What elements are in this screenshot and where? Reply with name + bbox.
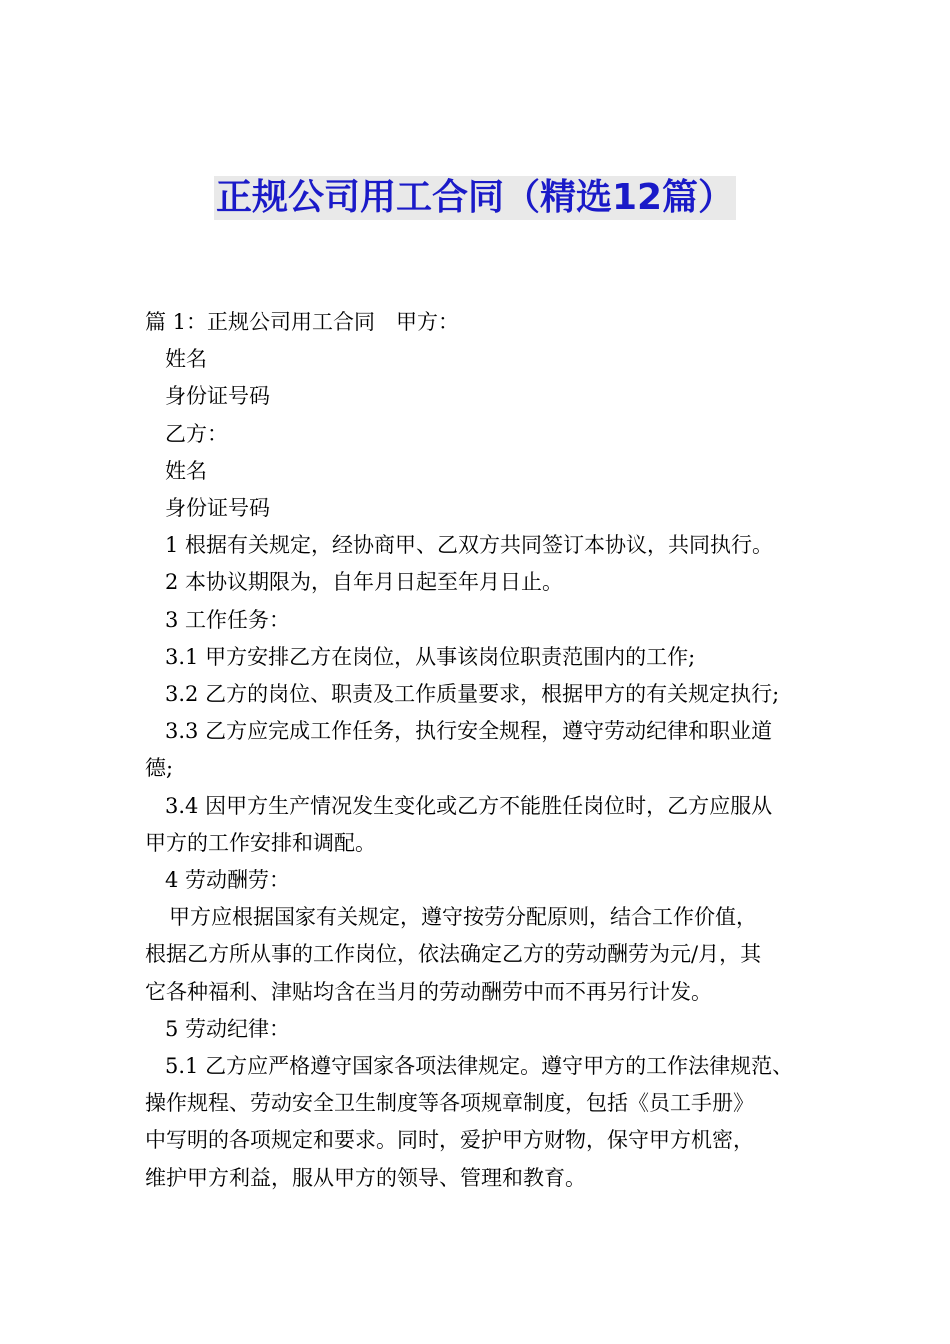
text-line: 姓名 xyxy=(165,458,207,483)
text-line: 2 本协议期限为，自年月日起至年月日止。 xyxy=(165,570,564,595)
text-line: 5 劳动纪律： xyxy=(165,1016,291,1041)
text-line: 甲方应根据国家有关规定，遵守按劳分配原则，结合工作价值， xyxy=(169,905,757,930)
text-line: 3.3 乙方应完成工作任务，执行安全规程，遵守劳动纪律和职业道 xyxy=(165,719,773,744)
text-line: 3.1 甲方安排乙方在岗位，从事该岗位职责范围内的工作; xyxy=(165,644,696,669)
text-line: 身份证号码 xyxy=(165,496,270,521)
text-line: 它各种福利、津贴均含在当月的劳动酬劳中而不再另行计发。 xyxy=(145,979,712,1004)
title-wrapper xyxy=(0,176,950,220)
text-line: 乙方： xyxy=(165,421,228,446)
document-body xyxy=(145,304,835,1197)
text-line: 维护甲方利益，服从甲方的领导、管理和教育。 xyxy=(145,1165,586,1190)
document-title: 正规公司用工合同（精选12篇） xyxy=(215,177,735,218)
text-line: 篇 1：正规公司用工合同 甲方： xyxy=(145,310,460,334)
text-line: 中写明的各项规定和要求。同时，爱护甲方财物，保守甲方机密， xyxy=(145,1128,754,1153)
text-line: 甲方的工作安排和调配。 xyxy=(145,830,376,855)
text-line: 3.2 乙方的岗位、职责及工作质量要求，根据甲方的有关规定执行; xyxy=(165,682,780,707)
text-line: 姓名 xyxy=(165,347,207,372)
text-line: 操作规程、劳动安全卫生制度等各项规章制度，包括《员工手册》 xyxy=(145,1091,754,1116)
text-line: 4 劳动酬劳： xyxy=(165,868,291,893)
text-line: 德; xyxy=(145,756,174,781)
text-line: 3.4 因甲方生产情况发生变化或乙方不能胜任岗位时，乙方应服从 xyxy=(165,793,773,818)
text-line: 根据乙方所从事的工作岗位，依法确定乙方的劳动酬劳为元/月，其 xyxy=(145,942,762,967)
text-line: 3 工作任务： xyxy=(165,607,291,632)
text-line: 5.1 乙方应严格遵守国家各项法律规定。遵守甲方的工作法律规范、 xyxy=(165,1054,794,1079)
text-line: 1 根据有关规定，经协商甲、乙双方共同签订本协议，共同执行。 xyxy=(165,533,774,558)
text-line: 身份证号码 xyxy=(165,384,270,409)
